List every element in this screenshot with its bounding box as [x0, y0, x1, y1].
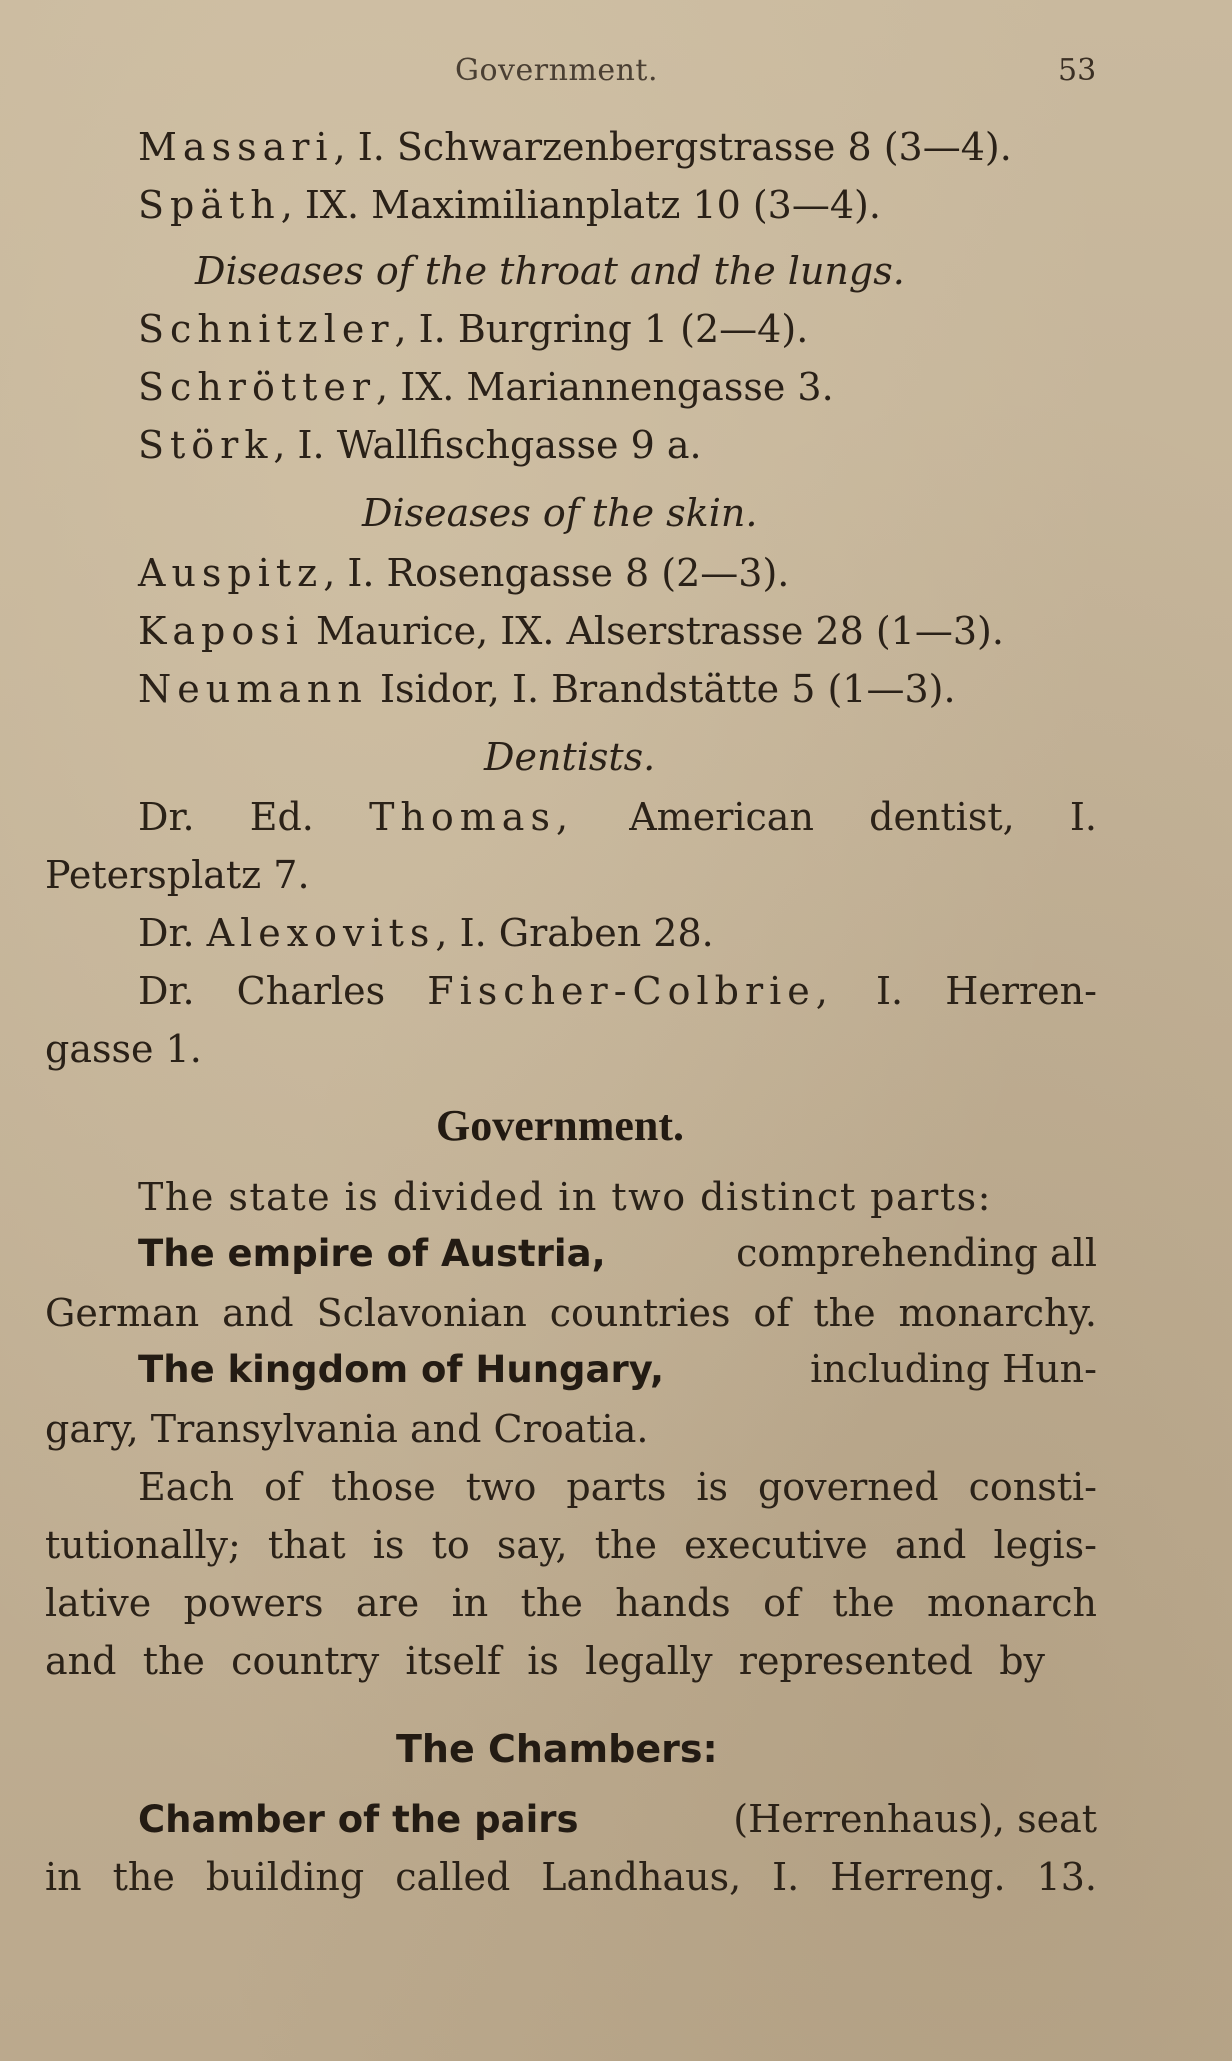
- entry-kaposi: [138, 609, 1004, 653]
- entry-name: Schnitzler: [138, 307, 395, 351]
- running-title: Government.: [455, 53, 659, 88]
- entry-name: Auspitz: [138, 551, 324, 595]
- entry-name: Späth: [138, 183, 281, 227]
- entry-schnitzler: [138, 307, 809, 351]
- entry-name: Störk: [138, 423, 274, 467]
- subhead-skin: Diseases of the skin.: [362, 491, 758, 535]
- subheading-chambers: The Chambers:: [396, 1727, 718, 1771]
- first-name: Ed.: [249, 795, 314, 839]
- entry-auspitz: [138, 551, 790, 595]
- entry-alexovits: [138, 911, 714, 955]
- entry-text: , IX. Maximilianplatz 10 (3—4).: [280, 183, 881, 227]
- entry-fischer-continuation: gasse 1.: [45, 1027, 202, 1071]
- subhead-dentists: Dentists.: [484, 735, 656, 779]
- hungary-rest: including Hun-: [810, 1347, 1097, 1391]
- paragraph-line: lative powers are in the hands of the monarch: [45, 1581, 1097, 1625]
- entry-name: Neumann: [138, 667, 368, 711]
- entry-name: Thomas,: [369, 795, 575, 839]
- word: American: [629, 795, 814, 839]
- entry-text: , IX. Mariannengasse 3.: [376, 365, 834, 409]
- entry-massari: [138, 125, 1012, 169]
- chamber-pairs-rest: (Herrenhaus), seat: [733, 1797, 1097, 1841]
- entry-fischer: [138, 969, 1097, 1013]
- entry-name: Schrötter: [138, 365, 377, 409]
- government-intro: The state is divided in two distinct parts:: [138, 1175, 992, 1219]
- entry-text: , I. Rosengasse 8 (2—3).: [323, 551, 790, 595]
- entry-name: Fischer-Colbrie,: [427, 969, 834, 1013]
- word: I.: [875, 969, 904, 1013]
- dr-prefix: Dr.: [138, 795, 195, 839]
- paragraph-line: and the country itself is legally represented by: [45, 1639, 1045, 1683]
- entry-neumann: [138, 667, 956, 711]
- entry-thomas: [138, 795, 1097, 839]
- entry-spaeth: [138, 183, 881, 227]
- entry-name: Alexovits: [206, 911, 436, 955]
- austria-line: [138, 1231, 1097, 1275]
- entry-name: Massari: [138, 125, 334, 169]
- austria-bold: The empire of Austria,: [138, 1232, 606, 1275]
- entry-stoerk: [138, 423, 702, 467]
- austria-continuation: German and Sclavonian countries of the monarchy.: [45, 1291, 1097, 1335]
- chamber-pairs-bold: Chamber of the pairs: [138, 1798, 579, 1841]
- subhead-throat-lungs: Diseases of the throat and the lungs.: [195, 249, 905, 293]
- word: Herren-: [945, 969, 1097, 1013]
- first-name: Charles: [236, 969, 386, 1013]
- entry-text: , I. Burgring 1 (2—4).: [394, 307, 809, 351]
- hungary-continuation: gary, Transylvania and Croatia.: [45, 1407, 649, 1451]
- entry-text: Isidor, I. Brandstätte 5 (1—3).: [367, 667, 956, 711]
- dr-prefix: Dr.: [138, 969, 195, 1013]
- word: I.: [1069, 795, 1097, 839]
- chamber-pairs-line: [138, 1797, 1097, 1841]
- hungary-bold: The kingdom of Hungary,: [138, 1348, 665, 1391]
- entry-schroetter: [138, 365, 834, 409]
- entry-text: , I. Schwarzenbergstrasse 8 (3—4).: [333, 125, 1012, 169]
- paragraph-line: tutionally; that is to say, the executive and legis-: [45, 1523, 1097, 1567]
- hungary-line: [138, 1347, 1097, 1391]
- paragraph-line: Each of those two parts is governed consti-: [138, 1465, 1097, 1509]
- entry-text: Maurice, IX. Alserstrasse 28 (1—3).: [303, 609, 1004, 653]
- page-number: 53: [1058, 53, 1097, 88]
- entry-name: Kaposi: [138, 609, 304, 653]
- chamber-pairs-continuation: in the building called Landhaus, I. Herreng. 13.: [45, 1855, 1097, 1899]
- dr-prefix: Dr.: [138, 911, 207, 955]
- entry-text: , I. Graben 28.: [435, 911, 714, 955]
- austria-rest: comprehending all: [736, 1231, 1097, 1275]
- section-heading-government: Government.: [436, 1101, 685, 1150]
- entry-thomas-continuation: Petersplatz 7.: [45, 853, 310, 897]
- entry-text: , I. Wallfischgasse 9 a.: [273, 423, 702, 467]
- word: dentist,: [869, 795, 1015, 839]
